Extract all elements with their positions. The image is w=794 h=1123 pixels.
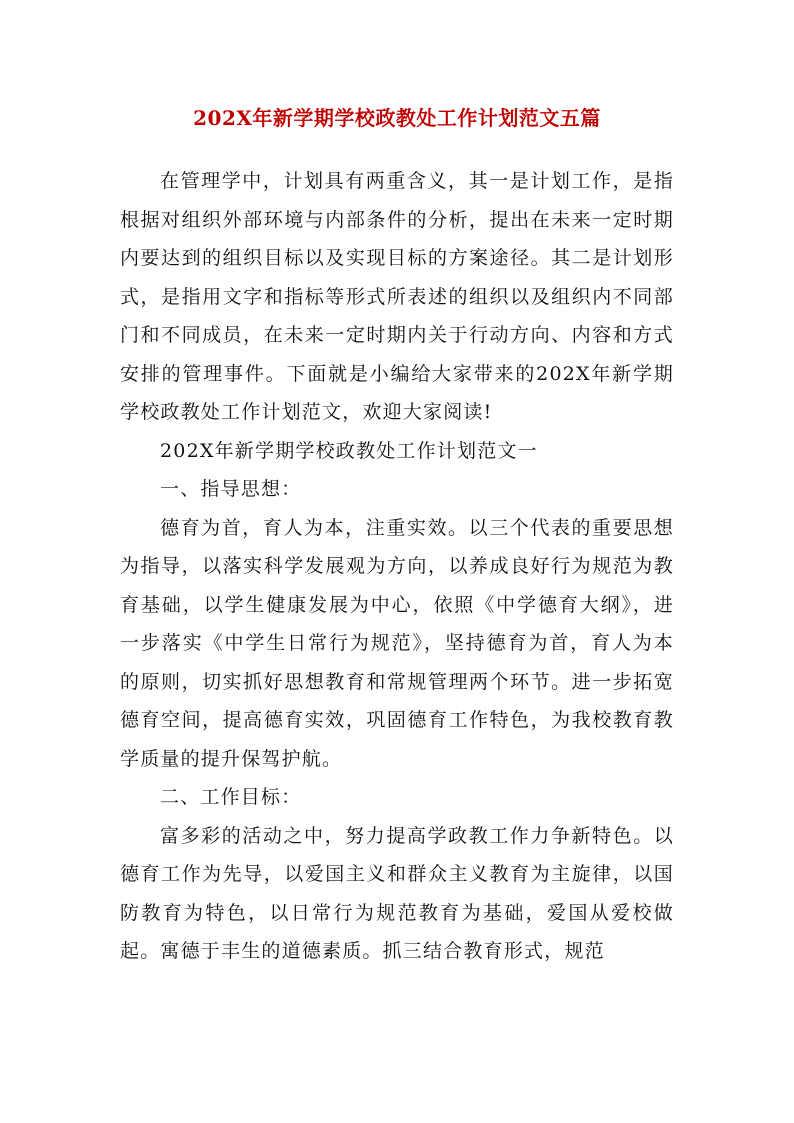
- guiding-ideology-paragraph: 德育为首，育人为本，注重实效。以三个代表的重要思想为指导，以落实科学发展观为方向，以养成良好行为规范为教育基础，以学生健康发展为中心，依照《中学德育大纲》，进一步落实《中学生日常行为规范》，坚持德育为首，育人为本的原则，切实抓好思想教育和常规管理两个环节。进一步拓宽德育空间，提高德育实效，巩固德育工作特色，为我校教育教学质量的提升保驾护航。: [120, 516, 674, 770]
- document-title: 202X年新学期学校政教处工作计划范文五篇: [193, 106, 601, 130]
- document-body: [120, 162, 674, 971]
- section-title-plan-one: 202X年新学期学校政教处工作计划范文一: [160, 439, 538, 462]
- heading-work-goals: 二、工作目标：: [160, 786, 302, 808]
- intro-paragraph: 在管理学中，计划具有两重含义，其一是计划工作，是指根据对组织外部环境与内部条件的分析，提出在未来一定时期内要达到的组织目标以及实现目标的方案途径。其二是计划形式，是指用文字和指标等形式所表述的组织以及组织内不同部门和不同成员，在未来一定时期内关于行动方向、内容和方式安排的管理事件。下面就是小编给大家带来的202X年新学期学校政教处工作计划范文，欢迎大家阅读!: [120, 170, 674, 423]
- work-goals-paragraph: 富多彩的活动之中，努力提高学政教工作力争新特色。以德育工作为先导，以爱国主义和群众主义教育为主旋律，以国防教育为特色，以日常行为规范教育为基础，爱国从爱校做起。寓德于丰生的道德素质。抓三结合教育形式，规范: [120, 824, 674, 962]
- heading-guiding-ideology: 一、指导思想：: [160, 478, 302, 500]
